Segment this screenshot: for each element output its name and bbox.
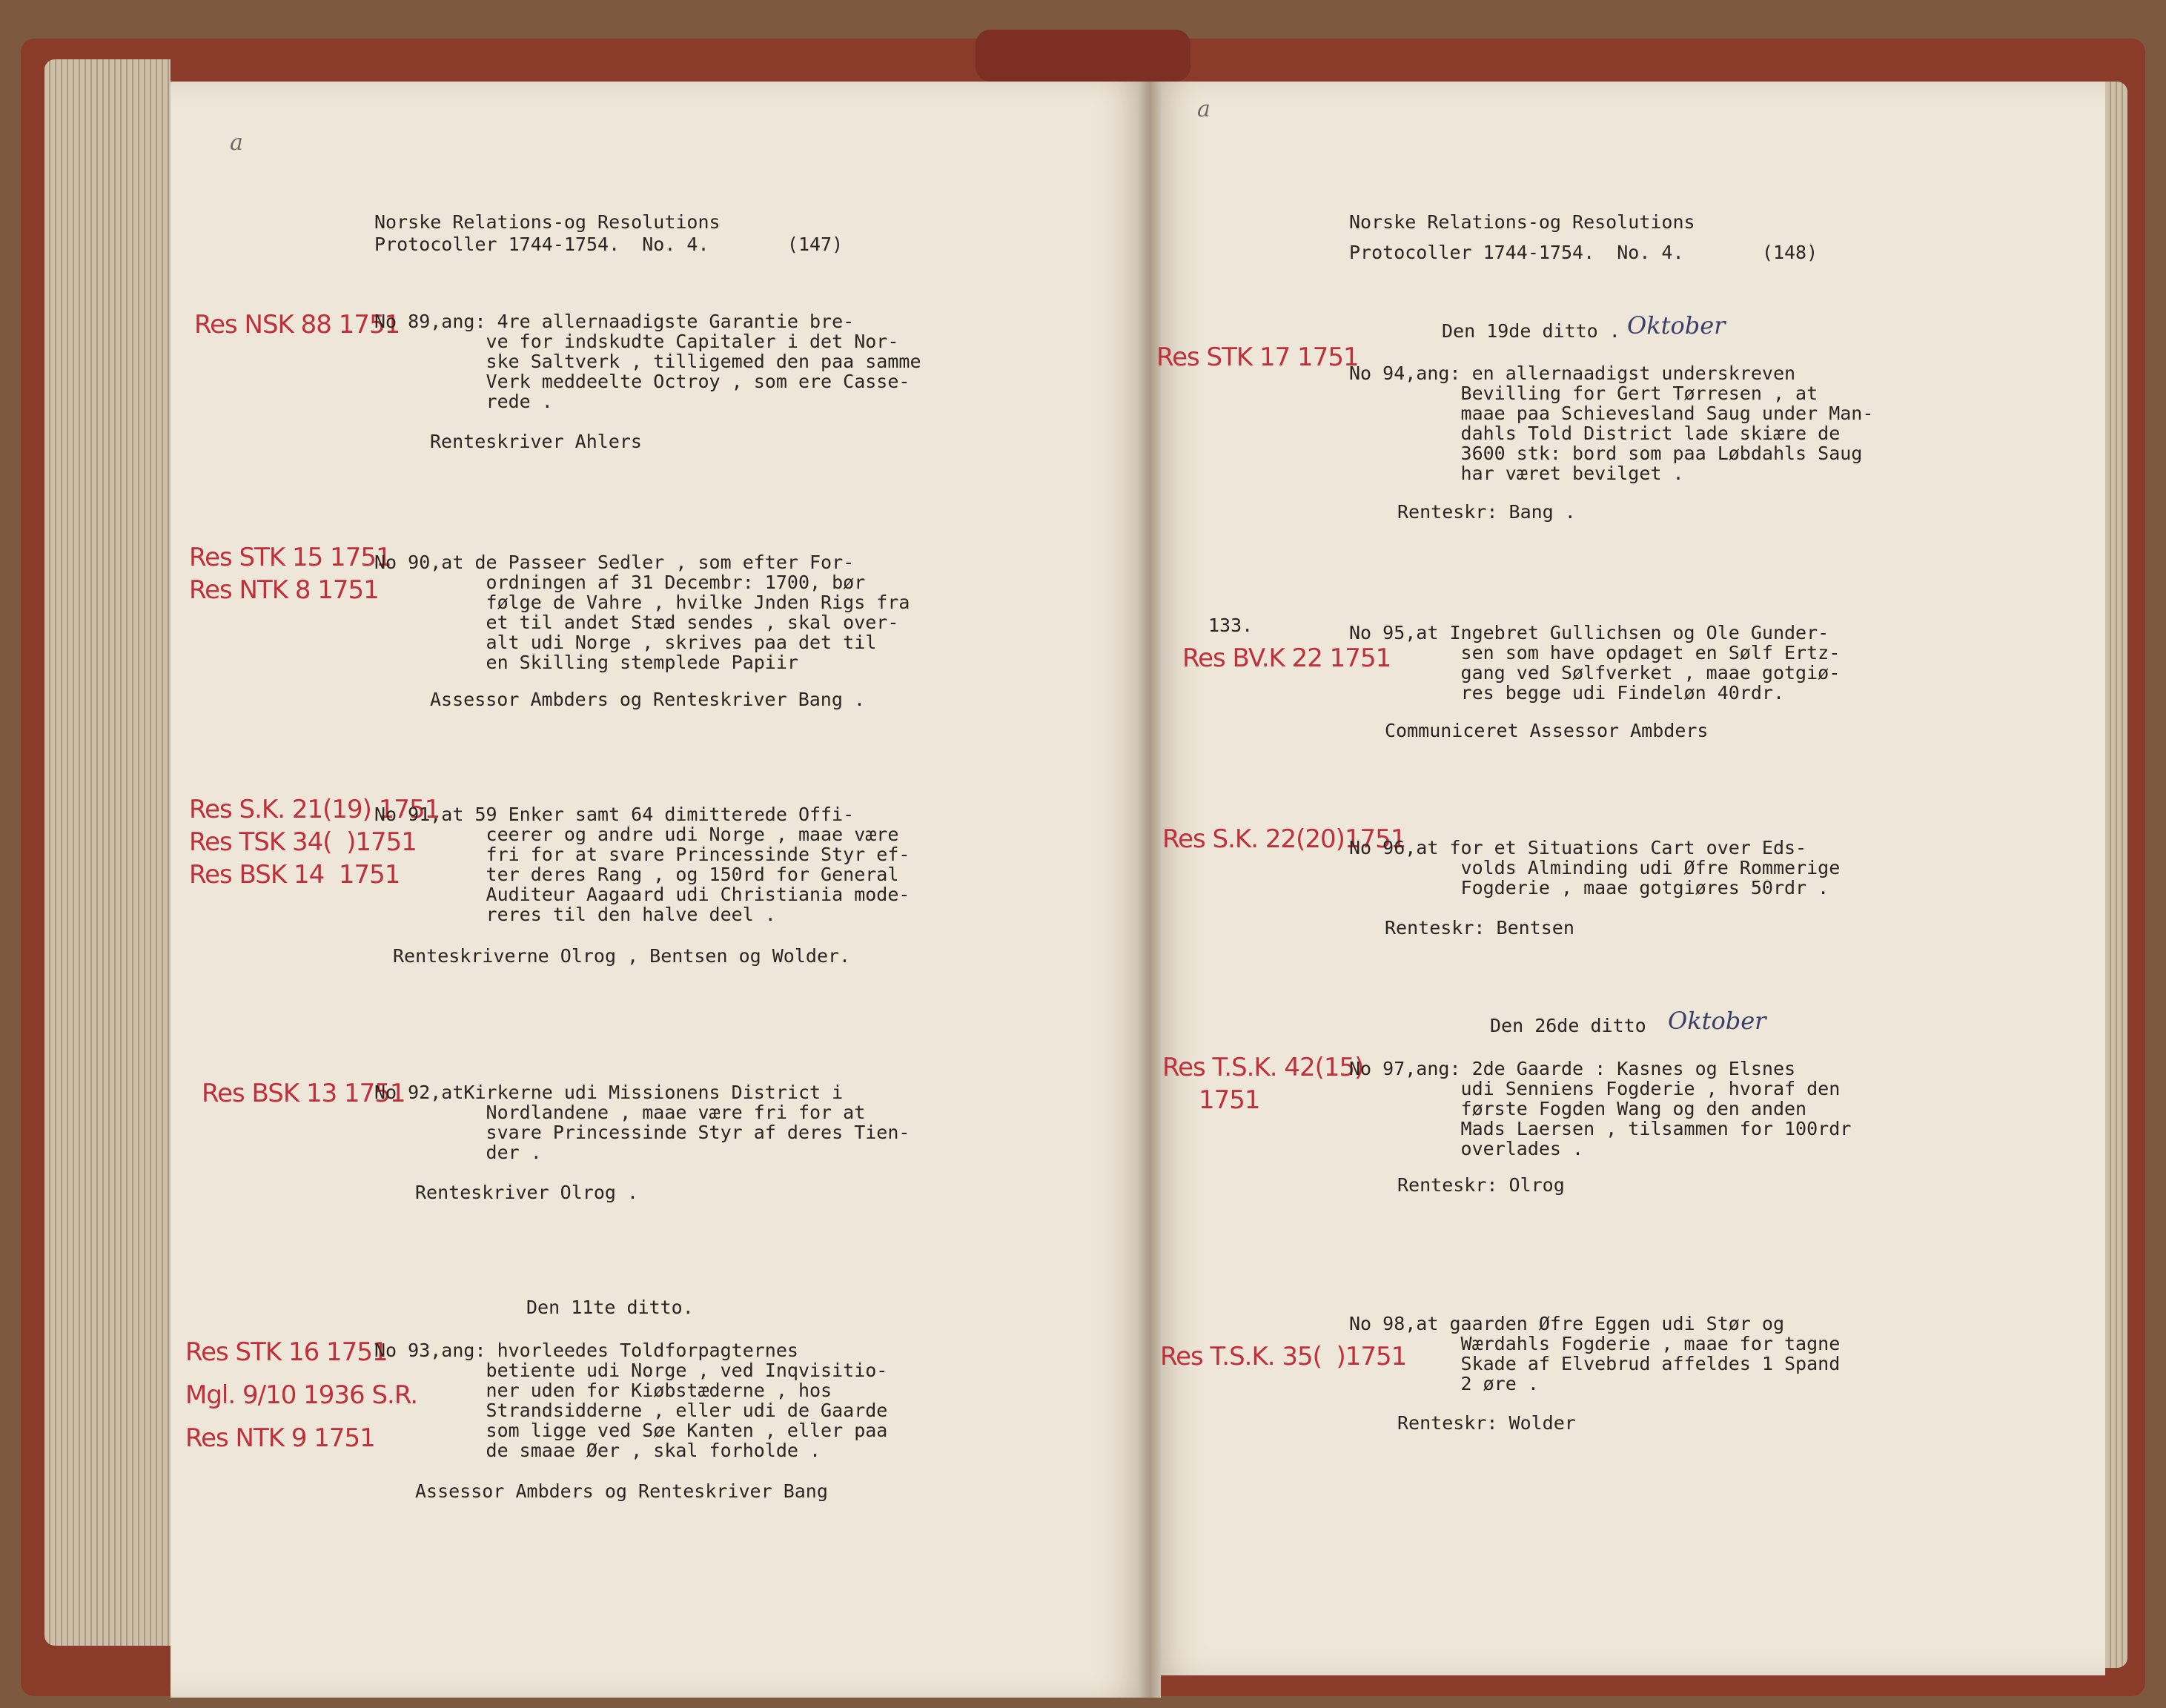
number-note: 133. [1208,615,1253,636]
entry-clerk: Renteskriver Ahlers [430,431,642,452]
margin-note: Res STK 17 1751 [1156,342,1359,372]
date-handwritten: Oktober [1668,1007,1766,1035]
entry-text: No 94,ang: en allernaadigst underskreven Bevilling for Gert Tørresen , at maae paa Schievesland Saug under Man- dahls Told District lade skiære de 3600 stk: bord som paa Løbdahls Saug har været bevilget . [1349,363,1874,484]
margin-note: Res BSK 13 1751 [202,1079,405,1108]
margin-note: Res NSK 88 1751 [194,310,400,340]
entry-clerk: Renteskr: Bang . [1397,501,1576,523]
header-subtitle: Protocoller 1744-1754. No. 4. (147) [374,234,844,255]
spine-top [976,30,1190,82]
entry-clerk: Renteskr: Bentsen [1385,917,1574,939]
corner-mark: a [230,130,243,156]
entry-text: No 98,at gaarden Øfre Eggen udi Stør og Wærdahls Fogderie , maae for tagne Skade af Elvebrud affeldes 1 Spand 2 øre . [1349,1313,1841,1394]
entry-text: No 91,at 59 Enker samt 64 dimitterede Offi- ceerer og andre udi Norge , maae være fri for at svare Princessinde Styr ef- ter deres Rang , og 150rd for General Auditeur Aagaard udi Christiania mode- reres til den halve deel . [374,804,910,925]
date-handwritten: Oktober [1627,311,1726,340]
entry-clerk: Renteskr: Wolder [1397,1412,1576,1434]
margin-note: Res S.K. 22(20)1751 [1162,824,1406,854]
corner-mark: a [1197,96,1210,122]
entry-text: No 95,at Ingebret Gullichsen og Ole Gunder- sen som have opdaget en Sølf Ertz- gang ved Sølfverket , maae gotgiø- res begge udi Findeløn 40rdr. [1349,622,1841,704]
entry-text: No 90,at de Passeer Sedler , som efter For- ordningen af 31 Decembr: 1700, bør følge de Vahre , hvilke Jnden Rigs fra et til andet Stæd sendes , skal over- alt udi Norge , skrives paa det til en Skilling stemplede Papiir [374,552,910,673]
entry-text: No 96,at for et Situations Cart over Eds- volds Alminding udi Øfre Rommerige Fogderie , maae gotgiøres 50rdr . [1349,837,1841,898]
entry-clerk: Renteskriverne Olrog , Bentsen og Wolder. [393,945,851,967]
entry-text: No 93,ang: hvorleedes Toldforpagternes betiente udi Norge , ved Inqvisitio- ner uden for Kiøbstæderne , hos Strandsidderne , eller udi de Gaarde som ligge ved Søe Kanten , eller paa de smaae Øer , skal forholde . [374,1340,888,1461]
entry-clerk: Assessor Ambders og Renteskriver Bang . [430,689,865,710]
margin-note: Res S.K. 21(19) 1751 Res TSK 34( )1751 Res BSK 14 1751 [189,795,440,890]
header-title: Norske Relations-og Resolutions [1349,211,1695,233]
entry-clerk: Communiceret Assessor Ambders [1385,720,1709,741]
entry-text: No 92,atKirkerne udi Missionens District i Nordlandene , maae være fri for at svare Princessinde Styr af deres Tien- der . [374,1082,910,1163]
header-title: Norske Relations-og Resolutions [374,211,721,233]
book-gutter [1139,82,1161,1698]
margin-note: Res STK 16 1751 Mgl. 9/10 1936 S.R. Res NTK 9 1751 [185,1337,418,1453]
date-heading: Den 26de ditto [1490,1015,1646,1036]
header-subtitle: Protocoller 1744-1754. No. 4. (148) [1349,242,1818,263]
entry-clerk: Renteskriver Olrog . [415,1182,639,1203]
margin-note: Res T.S.K. 35( )1751 [1160,1342,1407,1371]
entry-text: No 97,ang: 2de Gaarde : Kasnes og Elsnes udi Senniens Fogderie , hvoraf den første Fogden Wang og den anden Mads Laersen , tilsammen for 100rdr overlades . [1349,1058,1852,1159]
entry-clerk: Renteskr: Olrog [1397,1174,1565,1196]
margin-note: Res BV.K 22 1751 [1182,643,1391,673]
margin-note: Res T.S.K. 42(15) 1751 [1162,1053,1364,1115]
entry-clerk: Assessor Ambders og Renteskriver Bang [415,1480,828,1502]
margin-note: Res STK 15 1751 Res NTK 8 1751 [189,543,391,605]
entry-text: No 89,ang: 4re allernaadigste Garantie bre- ve for indskudte Capitaler i det Nor- ske Saltverk , tilligemed den paa samme Verk meddeelte Octroy , som ere Casse- rede . [374,311,921,412]
page-edges-left [44,59,170,1646]
date-heading: Den 11te ditto. [526,1297,694,1318]
date-heading: Den 19de ditto . [1442,320,1620,342]
